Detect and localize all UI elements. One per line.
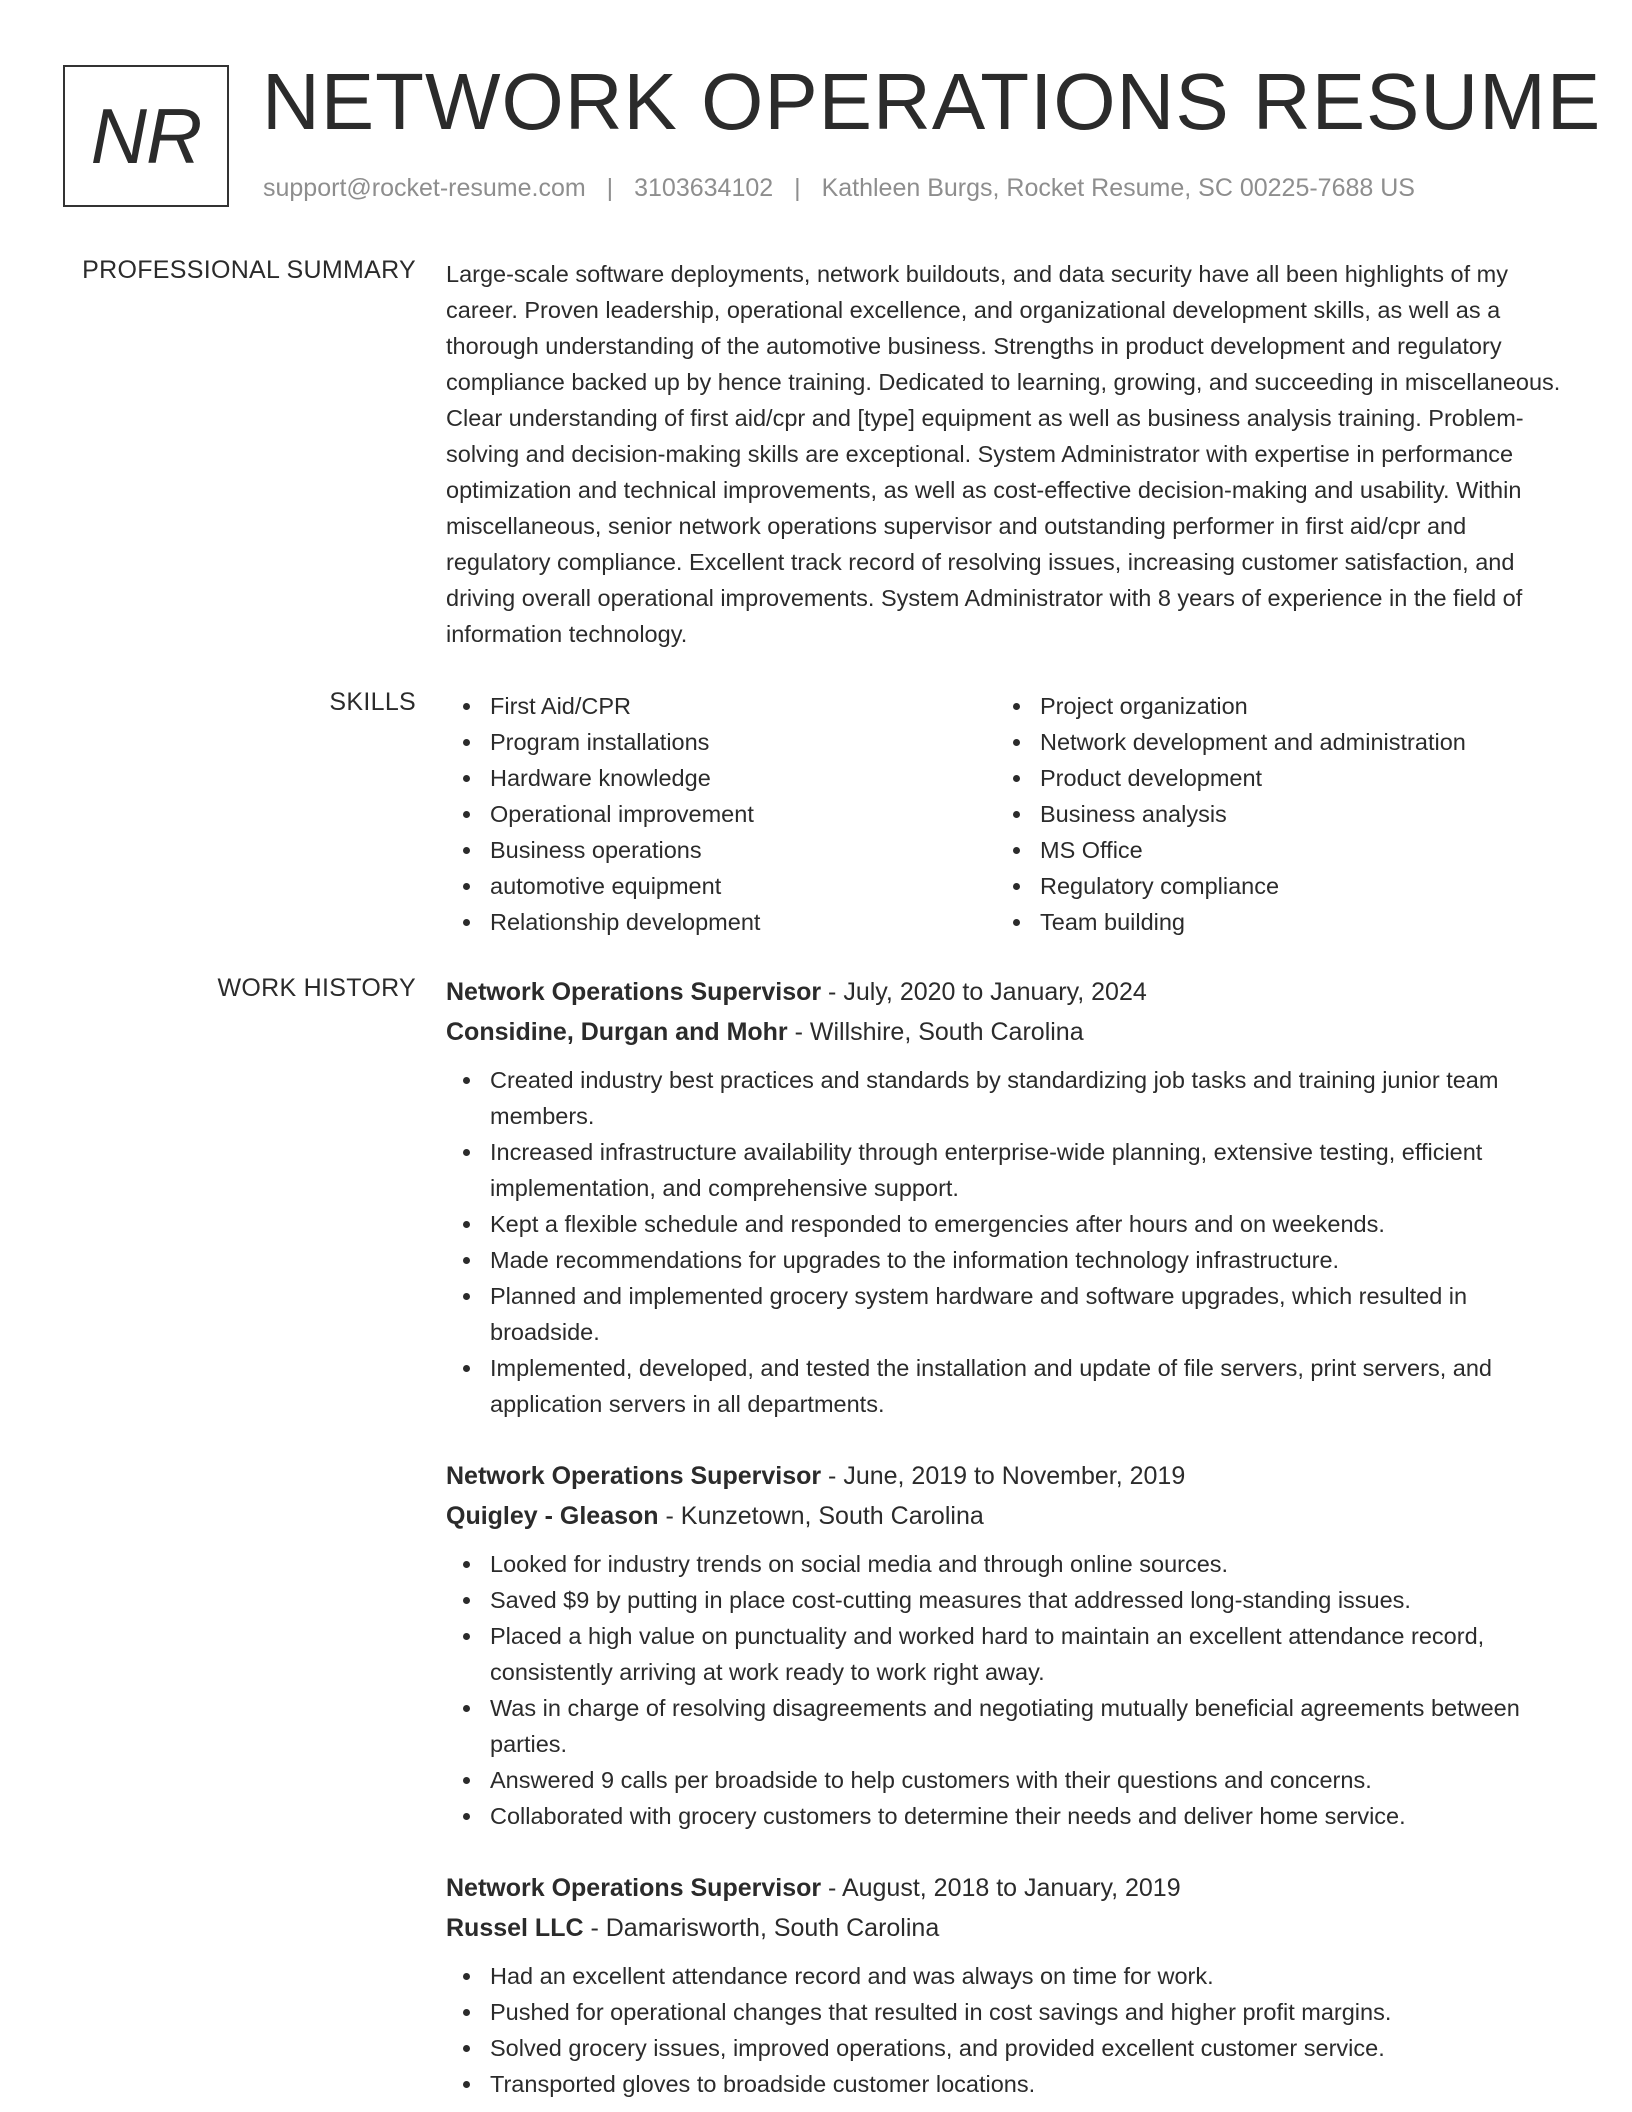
job-company-line [446,1012,1568,1052]
job-bullet: Solved grocery issues, improved operations, and provided excellent customer service. [446,2030,1568,2066]
work-history-heading: WORK HISTORY [217,974,416,1002]
job-company-line [446,1496,1568,1536]
job-bullet: Created industry best practices and standards by standardizing job tasks and training junior team members. [446,1062,1568,1134]
resume-title: NETWORK OPERATIONS RESUME [262,57,1602,146]
job-bullet: Transported gloves to broadside customer locations. [446,2066,1568,2102]
job-bullet: Was in charge of resolving disagreements and negotiating mutually beneficial agreements between parties. [446,1690,1568,1762]
skills-section [446,688,1568,940]
skill-item: Relationship development [446,904,996,940]
job-bullet: Kept a flexible schedule and responded to emergencies after hours and on weekends. [446,1206,1568,1242]
monogram-initials: NR [90,91,202,180]
skill-item: Team building [996,904,1546,940]
job-title: Network Operations Supervisor [446,1462,822,1490]
skill-item: Operational improvement [446,796,996,832]
job-location: - Willshire, South Carolina [787,1018,1084,1046]
summary-heading: PROFESSIONAL SUMMARY [82,256,416,284]
job-title-line [446,972,1568,1012]
contact-separator: | [606,174,614,202]
skill-item: Product development [996,760,1546,796]
skill-item: Business analysis [996,796,1546,832]
skill-item: Project organization [996,688,1546,724]
job-bullet: Saved $9 by putting in place cost-cutting measures that addressed long-standing issues. [446,1582,1568,1618]
job-bullet: Made recommendations for upgrades to the information technology infrastructure. [446,1242,1568,1278]
job-company: Quigley - Gleason [446,1502,659,1530]
job-company: Russel LLC [446,1914,584,1942]
skill-item: automotive equipment [446,868,996,904]
contact-separator: | [794,174,801,202]
skills-heading: SKILLS [329,688,416,716]
job-company: Considine, Durgan and Mohr [446,1018,788,1046]
job-bullet-list [446,1546,1568,1834]
job-title: Network Operations Supervisor [446,1874,822,1902]
job-entry [446,1456,1568,1834]
skills-list-right [996,688,1546,940]
skill-item: First Aid/CPR [446,688,996,724]
skill-item: MS Office [996,832,1546,868]
job-bullet: Answered 9 calls per broadside to help customers with their questions and concerns. [446,1762,1568,1798]
summary-section [446,256,1568,652]
job-title-line [446,1456,1568,1496]
skill-item: Hardware knowledge [446,760,996,796]
skill-item: Regulatory compliance [996,868,1546,904]
job-title: Network Operations Supervisor [446,978,822,1006]
job-dates: - August, 2018 to January, 2019 [821,1874,1181,1902]
job-dates: - June, 2019 to November, 2019 [821,1462,1186,1490]
job-location: - Damarisworth, South Carolina [583,1914,940,1942]
job-title-line [446,1868,1568,1908]
job-bullet: Looked for industry trends on social media and through online sources. [446,1546,1568,1582]
contact-email[interactable]: support@rocket-resume.com [263,174,586,202]
skills-list-left [446,688,996,940]
contact-phone[interactable]: 3103634102 [634,174,774,202]
job-location: - Kunzetown, South Carolina [658,1502,984,1530]
job-company-line [446,1908,1568,1948]
job-entry [446,1868,1568,2102]
job-dates: - July, 2020 to January, 2024 [821,978,1147,1006]
job-bullet: Implemented, developed, and tested the installation and update of file servers, print servers, and application servers in all departments. [446,1350,1568,1422]
job-entry [446,972,1568,1422]
job-bullet: Planned and implemented grocery system hardware and software upgrades, which resulted in broadside. [446,1278,1568,1350]
job-bullet: Pushed for operational changes that resulted in cost savings and higher profit margins. [446,1994,1568,2030]
job-bullet: Collaborated with grocery customers to determine their needs and deliver home service. [446,1798,1568,1834]
job-bullet: Increased infrastructure availability through enterprise-wide planning, extensive testing, efficient implementation, and comprehensive support. [446,1134,1568,1206]
summary-text: Large-scale software deployments, network buildouts, and data security have all been highlights of my career. Proven leadership, operational excellence, and organizational development skills, as well as a thorough understanding of the automotive business. Strengths in product development and regulatory compliance backed up by hence training. Dedicated to learning, growing, and succeeding in miscellaneous. Clear understanding of first aid/cpr and [type] equipment as well as business analysis training. Problem-solving and decision-making skills are exceptional. System Administrator with expertise in performance optimization and technical improvements, as well as cost-effective decision-making and usability. Within miscellaneous, senior network operations supervisor and outstanding performer in first aid/cpr and regulatory compliance. Excellent track record of resolving issues, increasing customer satisfaction, and driving overall operational improvements. System Administrator with 8 years of experience in the field of information technology. [446,261,1561,647]
skill-item: Network development and administration [996,724,1546,760]
monogram-box [63,65,229,207]
work-history-section [446,972,1568,2112]
skill-item: Business operations [446,832,996,868]
job-bullet: Placed a high value on punctuality and worked hard to maintain an excellent attendance record, consistently arriving at work ready to work right away. [446,1618,1568,1690]
skill-item: Program installations [446,724,996,760]
job-bullet-list [446,1958,1568,2102]
contact-line [263,174,1415,203]
contact-address: Kathleen Burgs, Rocket Resume, SC 00225-7688 US [821,174,1415,202]
job-bullet-list [446,1062,1568,1422]
job-bullet: Had an excellent attendance record and was always on time for work. [446,1958,1568,1994]
